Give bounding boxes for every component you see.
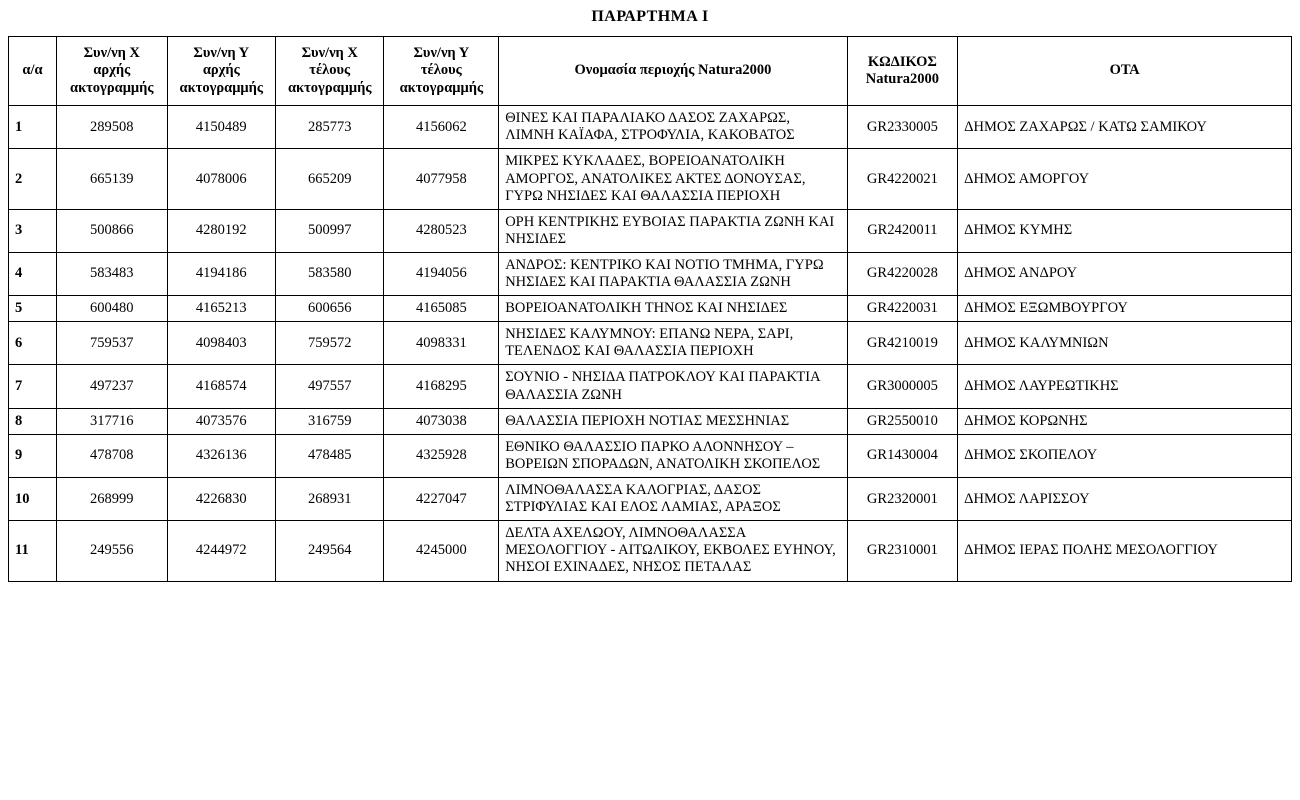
- cell-x-start: 268999: [56, 478, 167, 521]
- cell-aa: 5: [9, 296, 57, 322]
- cell-site-name: ΘΑΛΑΣΣΙΑ ΠΕΡΙΟΧΗ ΝΟΤΙΑΣ ΜΕΣΣΗΝΙΑΣ: [499, 408, 847, 434]
- cell-x-end: 583580: [276, 252, 384, 295]
- cell-aa: 8: [9, 408, 57, 434]
- cell-code: GR3000005: [847, 365, 958, 408]
- cell-ota: ΔΗΜΟΣ ΕΞΩΜΒΟΥΡΓΟΥ: [958, 296, 1292, 322]
- cell-code: GR2550010: [847, 408, 958, 434]
- cell-y-end: 4245000: [384, 521, 499, 581]
- column-header-x-start-line2: αρχής: [93, 62, 131, 79]
- cell-x-start: 249556: [56, 521, 167, 581]
- cell-y-end: 4194056: [384, 252, 499, 295]
- cell-x-start: 600480: [56, 296, 167, 322]
- cell-x-end: 497557: [276, 365, 384, 408]
- cell-site-name: ΛΙΜΝΟΘΑΛΑΣΣΑ ΚΑΛΟΓΡΙΑΣ, ΔΑΣΟΣ ΣΤΡΙΦΥΛΙΑΣ ΚΑΙ ΕΛΟΣ ΛΑΜΙΑΣ, ΑΡΑΞΟΣ: [499, 478, 847, 521]
- cell-y-start: 4244972: [167, 521, 275, 581]
- cell-site-name: ΘΙΝΕΣ ΚΑΙ ΠΑΡΑΛΙΑΚΟ ΔΑΣΟΣ ΖΑΧΑΡΩΣ, ΛΙΜΝΗ ΚΑΪΑΦΑ, ΣΤΡΟΦΥΛΙΑ, ΚΑΚΟΒΑΤΟΣ: [499, 106, 847, 149]
- cell-y-start: 4150489: [167, 106, 275, 149]
- column-header-x-end-line1: Συν/νη Χ: [301, 45, 358, 61]
- table-row: [9, 478, 1292, 521]
- table-row: [9, 322, 1292, 365]
- cell-y-end: 4168295: [384, 365, 499, 408]
- cell-aa: 3: [9, 209, 57, 252]
- cell-x-end: 500997: [276, 209, 384, 252]
- cell-y-start: 4078006: [167, 149, 275, 209]
- column-header-code-line1: ΚΩΔΙΚΟΣ: [867, 53, 937, 70]
- cell-y-start: 4098403: [167, 322, 275, 365]
- cell-ota: ΔΗΜΟΣ ΑΜΟΡΓΟΥ: [958, 149, 1292, 209]
- table-row: [9, 521, 1292, 581]
- cell-x-start: 317716: [56, 408, 167, 434]
- cell-ota: ΔΗΜΟΣ ΚΟΡΩΝΗΣ: [958, 408, 1292, 434]
- table-header-row: [9, 37, 1292, 106]
- cell-y-start: 4226830: [167, 478, 275, 521]
- cell-y-end: 4156062: [384, 106, 499, 149]
- cell-site-name: ΣΟΥΝΙΟ - ΝΗΣΙΔΑ ΠΑΤΡΟΚΛΟΥ ΚΑΙ ΠΑΡΑΚΤΙΑ ΘΑΛΑΣΣΙΑ ΖΩΝΗ: [499, 365, 847, 408]
- column-header-y-end-line3: ακτογραμμής: [399, 79, 484, 96]
- document-page: [0, 8, 1300, 582]
- cell-y-end: 4098331: [384, 322, 499, 365]
- cell-x-end: 759572: [276, 322, 384, 365]
- cell-x-end: 665209: [276, 149, 384, 209]
- table-row: [9, 365, 1292, 408]
- cell-x-start: 759537: [56, 322, 167, 365]
- cell-y-start: 4165213: [167, 296, 275, 322]
- column-header-x-start-line3: ακτογραμμής: [69, 79, 154, 96]
- column-header-y-end-line2: τέλους: [420, 62, 462, 79]
- column-header-code: [847, 37, 958, 106]
- table-row: [9, 252, 1292, 295]
- cell-x-start: 583483: [56, 252, 167, 295]
- column-header-code-line2: Natura2000: [865, 71, 940, 88]
- column-header-aa: α/α: [9, 37, 57, 106]
- cell-ota: ΔΗΜΟΣ ΑΝΔΡΟΥ: [958, 252, 1292, 295]
- cell-ota: ΔΗΜΟΣ ΚΑΛΥΜΝΙΩΝ: [958, 322, 1292, 365]
- cell-x-start: 500866: [56, 209, 167, 252]
- cell-site-name: ΝΗΣΙΔΕΣ ΚΑΛΥΜΝΟΥ: ΕΠΑΝΩ ΝΕΡΑ, ΣΑΡΙ, ΤΕΛΕΝΔΟΣ ΚΑΙ ΘΑΛΑΣΣΙΑ ΠΕΡΙΟΧΗ: [499, 322, 847, 365]
- cell-ota: ΔΗΜΟΣ ΛΑΥΡΕΩΤΙΚΗΣ: [958, 365, 1292, 408]
- cell-aa: 7: [9, 365, 57, 408]
- cell-x-start: 497237: [56, 365, 167, 408]
- cell-y-start: 4194186: [167, 252, 275, 295]
- table-row: [9, 408, 1292, 434]
- table-row: [9, 106, 1292, 149]
- table-row: [9, 434, 1292, 477]
- cell-code: GR1430004: [847, 434, 958, 477]
- cell-x-start: 289508: [56, 106, 167, 149]
- cell-x-start: 478708: [56, 434, 167, 477]
- cell-x-end: 478485: [276, 434, 384, 477]
- cell-code: GR4220028: [847, 252, 958, 295]
- column-header-y-start-line3: ακτογραμμής: [179, 79, 264, 96]
- cell-ota: ΔΗΜΟΣ ΚΥΜΗΣ: [958, 209, 1292, 252]
- cell-y-end: 4077958: [384, 149, 499, 209]
- page-title: ΠΑΡΑΡΤΗΜΑ Ι: [591, 8, 709, 25]
- column-header-y-start-line2: αρχής: [202, 62, 240, 79]
- cell-ota: ΔΗΜΟΣ ΣΚΟΠΕΛΟΥ: [958, 434, 1292, 477]
- column-header-y-start-line1: Συν/νη Υ: [193, 45, 250, 61]
- cell-code: GR4210019: [847, 322, 958, 365]
- cell-code: GR2310001: [847, 521, 958, 581]
- cell-y-end: 4280523: [384, 209, 499, 252]
- cell-x-end: 600656: [276, 296, 384, 322]
- cell-y-start: 4073576: [167, 408, 275, 434]
- cell-code: GR2420011: [847, 209, 958, 252]
- cell-y-end: 4165085: [384, 296, 499, 322]
- cell-y-end: 4073038: [384, 408, 499, 434]
- cell-y-start: 4326136: [167, 434, 275, 477]
- column-header-ota: ΟΤΑ: [958, 37, 1292, 106]
- cell-aa: 2: [9, 149, 57, 209]
- cell-y-start: 4168574: [167, 365, 275, 408]
- cell-aa: 9: [9, 434, 57, 477]
- cell-x-end: 285773: [276, 106, 384, 149]
- column-header-site-name: Ονομασία περιοχής Natura2000: [499, 37, 847, 106]
- column-header-x-end: [276, 37, 384, 106]
- cell-site-name: ΑΝΔΡΟΣ: ΚΕΝΤΡΙΚΟ ΚΑΙ ΝΟΤΙΟ ΤΜΗΜΑ, ΓΥΡΩ ΝΗΣΙΔΕΣ ΚΑΙ ΠΑΡΑΚΤΙΑ ΘΑΛΑΣΣΙΑ ΖΩΝΗ: [499, 252, 847, 295]
- cell-code: GR2320001: [847, 478, 958, 521]
- table-row: [9, 149, 1292, 209]
- cell-y-start: 4280192: [167, 209, 275, 252]
- cell-aa: 10: [9, 478, 57, 521]
- column-header-y-end: [384, 37, 499, 106]
- cell-y-end: 4325928: [384, 434, 499, 477]
- natura-sites-table: [8, 36, 1292, 582]
- cell-site-name: ΟΡΗ ΚΕΝΤΡΙΚΗΣ ΕΥΒΟΙΑΣ ΠΑΡΑΚΤΙΑ ΖΩΝΗ ΚΑΙ ΝΗΣΙΔΕΣ: [499, 209, 847, 252]
- cell-x-end: 268931: [276, 478, 384, 521]
- column-header-x-end-line3: ακτογραμμής: [287, 79, 372, 96]
- cell-site-name: ΒΟΡΕΙΟΑΝΑΤΟΛΙΚΗ ΤΗΝΟΣ ΚΑΙ ΝΗΣΙΔΕΣ: [499, 296, 847, 322]
- cell-y-end: 4227047: [384, 478, 499, 521]
- table-row: [9, 209, 1292, 252]
- cell-site-name: ΜΙΚΡΕΣ ΚΥΚΛΑΔΕΣ, ΒΟΡΕΙΟΑΝΑΤΟΛΙΚΗ ΑΜΟΡΓΟΣ, ΑΝΑΤΟΛΙΚΕΣ ΑΚΤΕΣ ΔΟΝΟΥΣΑΣ, ΓΥΡΩ ΝΗΣΙΔΕΣ ΚΑΙ ΘΑΛΑΣΣΙΑ ΠΕΡΙΟΧΗ: [499, 149, 847, 209]
- cell-x-end: 316759: [276, 408, 384, 434]
- column-header-y-end-line1: Συν/νη Υ: [413, 45, 470, 61]
- cell-code: GR4220021: [847, 149, 958, 209]
- cell-aa: 6: [9, 322, 57, 365]
- cell-site-name: ΔΕΛΤΑ ΑΧΕΛΩΟΥ, ΛΙΜΝΟΘΑΛΑΣΣΑ ΜΕΣΟΛΟΓΓΙΟΥ - ΑΙΤΩΛΙΚΟΥ, ΕΚΒΟΛΕΣ ΕΥΗΝΟΥ, ΝΗΣΟΙ ΕΧΙΝΑΔΕΣ, ΝΗΣΟΣ ΠΕΤΑΛΑΣ: [499, 521, 847, 581]
- column-header-x-start: [56, 37, 167, 106]
- cell-aa: 11: [9, 521, 57, 581]
- column-header-x-end-line2: τέλους: [309, 62, 351, 79]
- column-header-y-start: [167, 37, 275, 106]
- cell-site-name: ΕΘΝΙΚΟ ΘΑΛΑΣΣΙΟ ΠΑΡΚΟ ΑΛΟΝΝΗΣΟΥ – ΒΟΡΕΙΩΝ ΣΠΟΡΑΔΩΝ, ΑΝΑΤΟΛΙΚΗ ΣΚΟΠΕΛΟΣ: [499, 434, 847, 477]
- cell-code: GR4220031: [847, 296, 958, 322]
- cell-ota: ΔΗΜΟΣ ΖΑΧΑΡΩΣ / ΚΑΤΩ ΣΑΜΙΚΟΥ: [958, 106, 1292, 149]
- cell-aa: 4: [9, 252, 57, 295]
- cell-code: GR2330005: [847, 106, 958, 149]
- cell-x-end: 249564: [276, 521, 384, 581]
- cell-ota: ΔΗΜΟΣ ΙΕΡΑΣ ΠΟΛΗΣ ΜΕΣΟΛΟΓΓΙΟΥ: [958, 521, 1292, 581]
- table-row: [9, 296, 1292, 322]
- cell-x-start: 665139: [56, 149, 167, 209]
- cell-aa: 1: [9, 106, 57, 149]
- cell-ota: ΔΗΜΟΣ ΛΑΡΙΣΣΟΥ: [958, 478, 1292, 521]
- column-header-x-start-line1: Συν/νη Χ: [83, 45, 140, 61]
